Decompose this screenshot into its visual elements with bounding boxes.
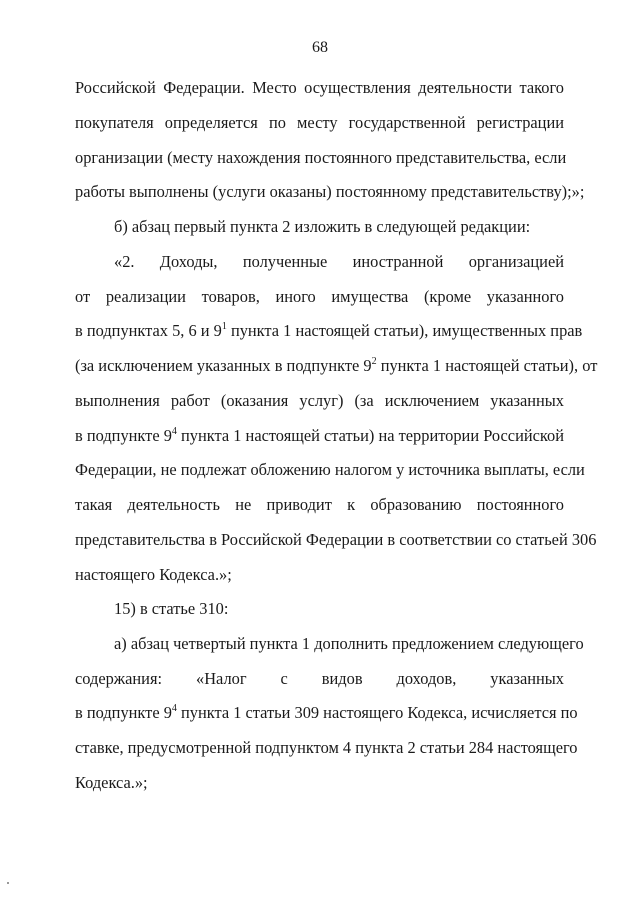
scan-artifact xyxy=(7,882,9,884)
text-line xyxy=(75,702,578,723)
superscript: 2 xyxy=(371,355,377,367)
text-run: настоящего Кодекса.»; xyxy=(75,565,232,584)
text-run: от реализации товаров, иного имущества (кроме указанного xyxy=(75,287,564,306)
text-run: пункта 1 настоящей статьи), имущественных прав xyxy=(226,321,583,340)
text-run: а) абзац четвертый пункта 1 дополнить предложением следующего xyxy=(114,634,584,653)
text-run: «2. Доходы, полученные иностранной организацией xyxy=(114,252,564,271)
text-run: работы выполнены (услуги оказаны) постоянному представительству);»; xyxy=(75,182,585,201)
text-run: пункта 1 статьи 309 настоящего Кодекса, исчисляется по xyxy=(176,703,578,722)
text-line xyxy=(75,738,578,758)
text-run: выполнения работ (оказания услуг) (за исключением указанных xyxy=(75,391,564,410)
text-line xyxy=(75,391,564,411)
text-run: пункта 1 настоящей статьи), от xyxy=(376,356,598,375)
superscript: 4 xyxy=(171,425,177,437)
text-line xyxy=(114,634,584,654)
text-run: покупателя определяется по месту государственной регистрации xyxy=(75,113,564,132)
text-run: организации (месту нахождения постоянного представительства, если xyxy=(75,148,567,167)
text-line xyxy=(75,78,564,98)
text-run: в подпунктах 5, 6 и 9 xyxy=(75,321,222,340)
text-line xyxy=(75,426,564,446)
text-line xyxy=(75,113,564,133)
text-line xyxy=(114,252,564,272)
text-line xyxy=(75,287,564,307)
text-line xyxy=(75,182,585,202)
superscript: 1 xyxy=(221,320,227,332)
text-run: в подпункте 9 xyxy=(75,703,172,722)
page-number: 68 xyxy=(312,39,328,56)
text-run: такая деятельность не приводит к образованию постоянного xyxy=(75,495,564,514)
text-run: представительства в Российской Федерации в соответствии со статьей 306 xyxy=(75,530,597,549)
text-line xyxy=(75,495,564,515)
text-run: 15) в статье 310: xyxy=(114,599,229,618)
text-run: Кодекса.»; xyxy=(75,773,148,792)
text-line xyxy=(75,460,585,480)
superscript: 4 xyxy=(171,702,177,714)
text-run: содержания: «Налог с видов доходов, указанных xyxy=(75,669,564,688)
text-run: в подпункте 9 xyxy=(75,426,172,445)
text-run: Российской Федерации. Место осуществления деятельности такого xyxy=(75,78,564,97)
text-run: ставке, предусмотренной подпунктом 4 пункта 2 статьи 284 настоящего xyxy=(75,738,578,757)
text-run: пункта 1 настоящей статьи) на территории Российской xyxy=(176,426,564,445)
text-line xyxy=(75,669,564,689)
text-line xyxy=(114,217,564,237)
text-line xyxy=(75,565,564,585)
text-run: (за исключением указанных в подпункте 9 xyxy=(75,356,372,375)
text-line xyxy=(75,773,564,793)
text-run: Федерации, не подлежат обложению налогом у источника выплаты, если xyxy=(75,460,585,479)
text-line xyxy=(75,148,567,168)
text-line xyxy=(75,530,597,550)
text-line xyxy=(75,320,583,341)
text-line xyxy=(114,599,564,619)
text-line xyxy=(75,355,598,376)
text-run: б) абзац первый пункта 2 изложить в следующей редакции: xyxy=(114,217,531,236)
